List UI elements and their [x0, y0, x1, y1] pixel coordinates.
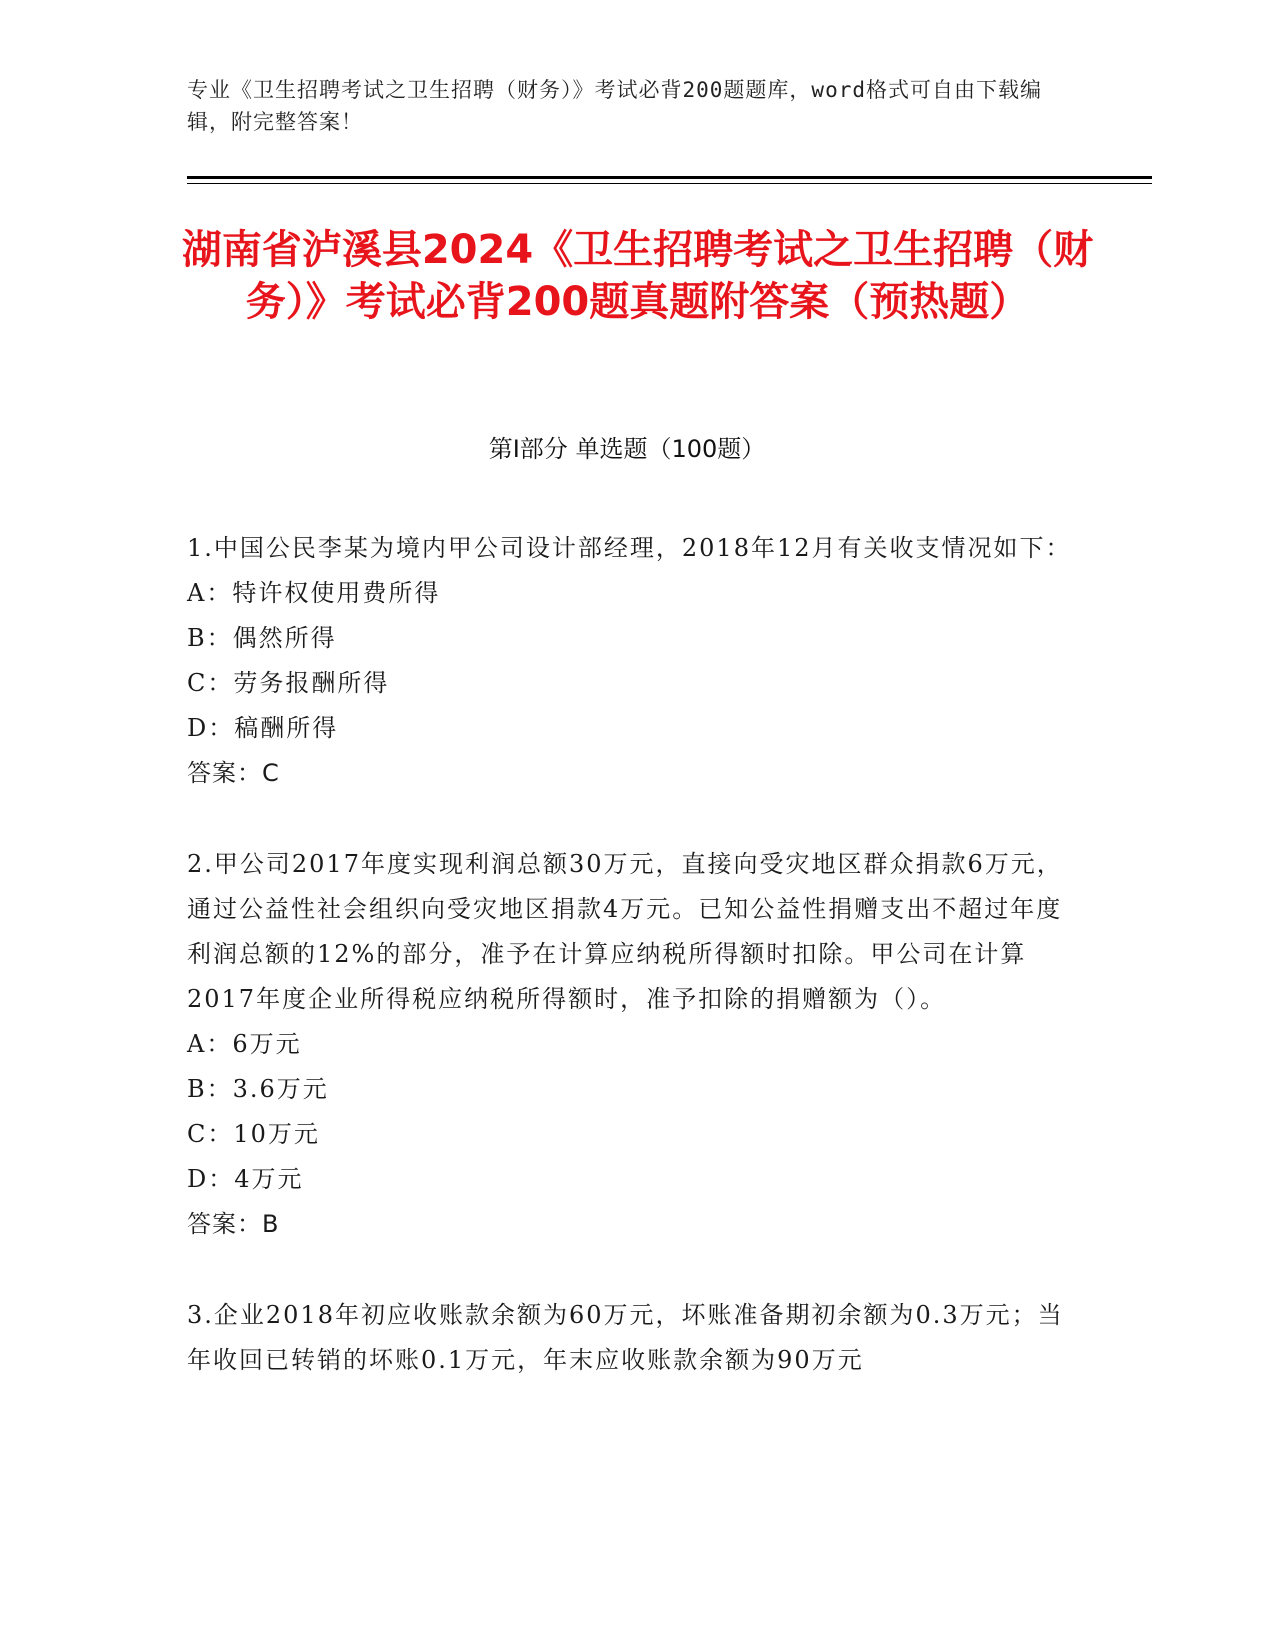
option-c: C：10万元 [187, 1120, 320, 1148]
option-d: D：稿酬所得 [187, 714, 339, 742]
option-d: D：4万元 [187, 1165, 304, 1193]
answer: 答案：B [187, 1210, 280, 1238]
question-list [187, 526, 1082, 1429]
option-c: C：劳务报酬所得 [187, 669, 390, 697]
section-heading: 第I部分 单选题（100题） [488, 435, 766, 463]
option-b: B：偶然所得 [187, 624, 337, 652]
question-stem: 2.甲公司2017年度实现利润总额30万元，直接向受灾地区群众捐款6万元，通过公益性社会组织向受灾地区捐款4万元。已知公益性捐赠支出不超过年度利润总额的12%的部分，准予在计算应纳税所得额时扣除。甲公司在计算2017年度企业所得税应纳税所得额时，准予扣除的捐赠额为（）。 [187, 850, 1063, 1013]
header-note: 专业《卫生招聘考试之卫生招聘（财务）》考试必背200题题库，word格式可自由下载编辑，附完整答案！ [187, 78, 1042, 134]
option-b: B：3.6万元 [187, 1075, 329, 1103]
header-divider-thin [187, 183, 1152, 184]
header-divider-thick [187, 176, 1152, 179]
question-stem: 3.企业2018年初应收账款余额为60万元，坏账准备期初余额为0.3万元；当年收回已转销的坏账0.1万元，年末应收账款余额为90万元 [187, 1301, 1064, 1374]
answer: 答案：C [187, 759, 280, 787]
option-a: A：6万元 [187, 1030, 302, 1058]
question-2 [187, 842, 1082, 1247]
document-title: 湖南省泸溪县2024《卫生招聘考试之卫生招聘（财务）》考试必背200题真题附答案（预热题） [181, 227, 1094, 325]
question-1 [187, 526, 1082, 796]
option-a: A：特许权使用费所得 [187, 579, 441, 607]
question-3 [187, 1293, 1082, 1383]
question-stem: 1.中国公民李某为境内甲公司设计部经理，2018年12月有关收支情况如下： [187, 534, 1072, 562]
